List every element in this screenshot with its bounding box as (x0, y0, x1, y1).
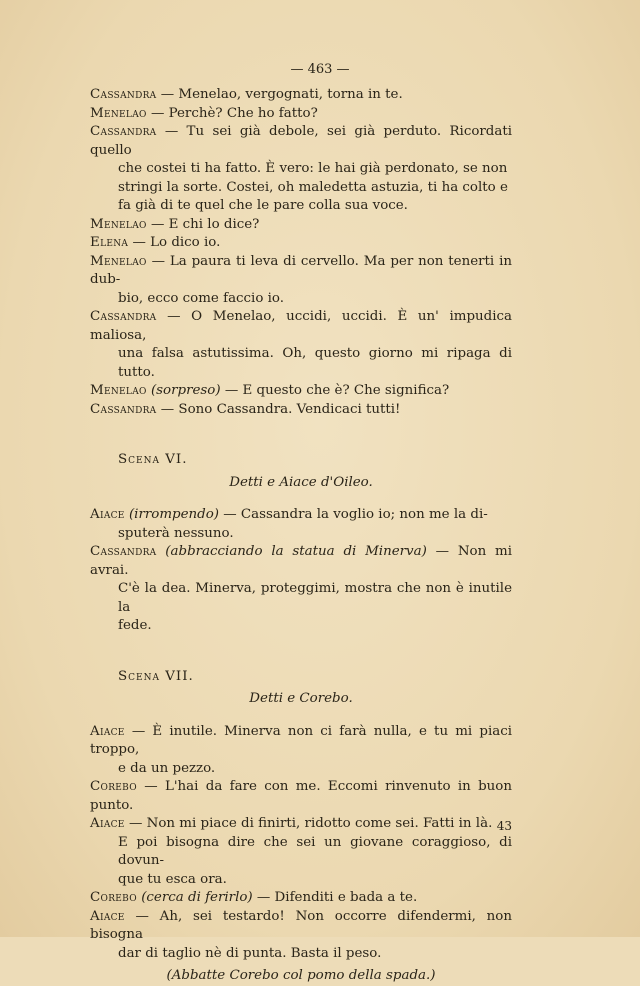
play-text (90, 86, 512, 986)
speech-line (90, 86, 512, 105)
speech-continuation (90, 760, 512, 779)
speaker-name: Aiace (90, 507, 125, 522)
stage-direction: (cerca di ferirlo) (141, 890, 253, 905)
speech-text: — Tu sei già debole, sei già perduto. Ricordati quello (90, 124, 512, 158)
speaker-name: Cassandra (90, 401, 157, 417)
speech-line (90, 308, 512, 345)
speech-text: sputerà nessuno. (118, 525, 234, 541)
speech-text: — Menelao, vergognati, torna in te. (160, 87, 403, 102)
stage-direction: (abbracciando la statua di Minerva) (165, 544, 427, 559)
stage-heading: Detti e Aiace d'Oileo. (229, 474, 373, 490)
speech-continuation (90, 197, 512, 216)
speaker-name: Corebo (90, 890, 137, 905)
stage-direction: (sorpreso) (150, 383, 221, 398)
speech-continuation (90, 617, 512, 636)
speech-line (90, 908, 512, 945)
stage-heading: (Abbatte Corebo col pomo della spada.) (166, 968, 436, 983)
speech-line (90, 401, 512, 420)
speech-line (90, 105, 512, 124)
speaker-name: Aiace (90, 723, 125, 739)
speech-text: dar di taglio nè di punta. Basta il peso. (118, 945, 382, 961)
speech-line (90, 234, 512, 253)
speech-continuation (90, 525, 512, 544)
speech-text: — Difenditi e bada a te. (256, 890, 418, 905)
speech-text: — Perchè? Che ho fatto? (150, 105, 318, 121)
speech-continuation (90, 179, 512, 198)
speech-line (90, 723, 512, 760)
speech-continuation (90, 834, 512, 871)
speech-text: stringi la sorte. Costei, oh maledetta astuzia, ti ha colto e (118, 179, 508, 195)
speech-continuation (90, 871, 512, 890)
speaker-name: Cassandra (90, 309, 157, 324)
stage-direction: (irrompendo) (128, 507, 219, 522)
speech-line (90, 506, 512, 525)
speech-text: que tu esca ora. (118, 871, 227, 887)
speech-line (90, 543, 512, 580)
speech-text: e da un pezzo. (118, 760, 216, 776)
speech-line (90, 216, 512, 235)
speaker-name: Elena (90, 235, 129, 250)
speaker-name: Cassandra (90, 87, 157, 102)
speaker-name: Aiace (90, 908, 125, 924)
speech-continuation (90, 160, 512, 179)
folio-number: 43 (496, 819, 512, 833)
speech-line (90, 889, 512, 908)
speech-text: — Sono Cassandra. Vendicaci tutti! (160, 401, 401, 417)
speech-line (90, 123, 512, 160)
scene-heading: Scena VI. (118, 452, 188, 467)
speech-text: una falsa astutissima. Oh, questo giorno mi ripaga di tutto. (118, 346, 512, 380)
speaker-name: Menelao (90, 105, 147, 121)
speaker-name: Aiace (90, 816, 125, 831)
speech-continuation (90, 945, 512, 964)
speech-text: bio, ecco come faccio io. (118, 290, 285, 306)
stage-heading: Detti e Corebo. (249, 691, 353, 706)
speaker-name: Cassandra (90, 544, 157, 559)
speech-text: C'è la dea. Minerva, proteggimi, mostra che non è inutile la (118, 581, 512, 615)
speaker-name: Menelao (90, 216, 147, 232)
speaker-name: Menelao (90, 383, 147, 398)
speech-continuation (90, 345, 512, 382)
speech-text: che costei ti ha fatto. È vero: le hai già perdonato, se non (118, 161, 508, 176)
speech-line (90, 815, 512, 834)
speech-continuation (90, 580, 512, 617)
speaker-name: Corebo (90, 779, 137, 794)
page-number: — 463 — (290, 62, 350, 77)
speech-line (90, 253, 512, 290)
speaker-name: Cassandra (90, 124, 157, 139)
speech-text: — La paura ti leva di cervello. Ma per non tenerti in dub- (90, 253, 512, 287)
scene-heading: Scena VII. (118, 668, 194, 684)
speaker-name: Menelao (90, 253, 147, 269)
speech-line (90, 778, 512, 815)
speech-text: — Ah, sei testardo! Non occorre difendermi, non bisogna (90, 908, 512, 942)
speech-text: fa già di te quel che le pare colla sua voce. (118, 198, 408, 213)
speech-continuation (90, 290, 512, 309)
speech-text: — Non mi piace di finirti, ridotto come sei. Fatti in là. (128, 816, 493, 831)
speech-text: — E questo che è? Che significa? (224, 383, 450, 398)
speech-text: fede. (118, 618, 152, 633)
speech-line (90, 382, 512, 401)
speech-text: — Non mi avrai. (90, 544, 512, 578)
speech-text: E poi bisogna dire che sei un giovane coraggioso, di dovun- (118, 834, 512, 868)
speech-text: — È inutile. Minerva non ci farà nulla, e tu mi piaci troppo, (90, 723, 512, 757)
speech-text: — O Menelao, uccidi, uccidi. È un' impudica maliosa, (90, 309, 512, 343)
speech-text: — Lo dico io. (132, 235, 221, 250)
speech-text: — L'hai da fare con me. Eccomi rinvenuto in buon punto. (90, 779, 512, 813)
speech-text: — Cassandra la voglio io; non me la di- (223, 507, 488, 522)
speech-text: — E chi lo dice? (150, 216, 260, 232)
